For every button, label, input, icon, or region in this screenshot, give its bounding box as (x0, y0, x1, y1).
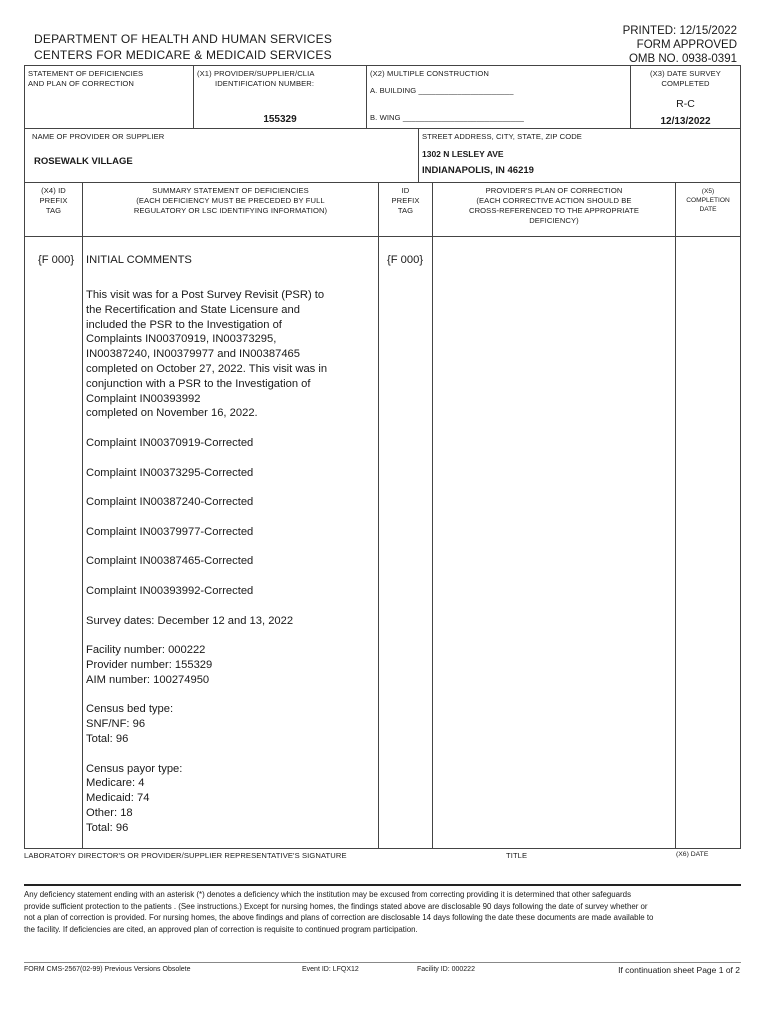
statement-label-line: AND PLAN OF CORRECTION (28, 79, 134, 88)
disclosure-note: Any deficiency statement ending with an asterisk (*) denotes a deficiency which the institution may be excused from correcting providing it is determined that other safeguards provide sufficient protection to the patients . (See instructions.) Except for nursing homes, the findings stated above are disclosable 90 days following the date of survey whether or not a plan of correction is provided. For nursing homes, the above findings and plans of correction are disclosable 14 days following the date these documents are made available to the facility. If deficiencies are cited, an approved plan of correction is requisite to continued program participation. (24, 890, 654, 934)
address-city: INDIANAPOLIS, IN 46219 (422, 165, 534, 176)
agency-name: CENTERS FOR MEDICARE & MEDICAID SERVICES (34, 47, 332, 62)
plan-header-line: DEFICIENCY) (529, 216, 579, 225)
prefix-tag-right: {F 000} (387, 254, 424, 266)
x3-label-line: COMPLETED (661, 79, 710, 88)
top-border (24, 65, 741, 66)
signature-label: LABORATORY DIRECTOR'S OR PROVIDER/SUPPLIER REPRESENTATIVE'S SIGNATURE (24, 851, 347, 860)
provider-bottom-border (24, 182, 741, 183)
title-label: TITLE (506, 851, 528, 860)
form-info (623, 24, 737, 66)
right-border (740, 65, 741, 848)
x3-label (631, 69, 740, 89)
entry-paragraph: This visit was for a Post Survey Revisit (PSR) to the Recertification and State Licensure and included the PSR to the Investigation of Complaints IN00370919, IN00373295, IN00387240, IN00379977 and IN00387465 completed on October 27, 2022. This visit was in conjunction with a PSR to the Investigation of Complaint IN00393992 completed on November 16, 2022. (86, 289, 328, 420)
entry-title: INITIAL COMMENTS (86, 254, 192, 266)
footer-top-border (24, 962, 741, 963)
summary-header-line: (EACH DEFICIENCY MUST BE PRECEDED BY FULL (136, 196, 325, 205)
provider-id-number: 155329 (263, 114, 297, 125)
summary-header-line: REGULATORY OR LSC IDENTIFYING INFORMATION) (133, 206, 328, 215)
x5-header (676, 187, 740, 214)
form-approved: FORM APPROVED (636, 39, 737, 51)
facility-id: Facility ID: 000222 (417, 966, 475, 973)
id-header (379, 186, 432, 216)
statement-label-line: STATEMENT OF DEFICIENCIES (28, 69, 144, 78)
continuation-sheet: If continuation sheet Page 1 of 2 (618, 965, 740, 975)
signature-bottom-border (24, 884, 741, 886)
divider (378, 182, 379, 848)
prefix-tag-left: {F 000} (38, 254, 75, 266)
divider (418, 128, 419, 182)
x2-wing: B. WING ____________________________ (370, 113, 524, 122)
department-name: DEPARTMENT OF HEALTH AND HUMAN SERVICES (34, 32, 333, 46)
signature-date-label: (X6) DATE (676, 851, 709, 858)
entry-paragraph: Census bed type: SNF/NF: 96 Total: 96 (86, 703, 174, 745)
entry-paragraph: Complaint IN00373295-Corrected (86, 466, 254, 479)
plan-header (433, 186, 675, 226)
x4-header (25, 186, 82, 216)
divider (432, 182, 433, 848)
statement-label (28, 69, 143, 89)
x1-label-line: (X1) PROVIDER/SUPPLIER/CLIA (197, 69, 315, 78)
x4-header-line: TAG (45, 206, 62, 215)
x4-header-line: PREFIX (39, 196, 68, 205)
entry-paragraph: Survey dates: December 12 and 13, 2022 (86, 614, 294, 627)
x1-label (197, 69, 362, 89)
x5-header-line: COMPLETION (686, 197, 730, 204)
entry-paragraph: Complaint IN00393992-Corrected (86, 584, 254, 597)
column-header-bottom-border (24, 236, 741, 237)
x4-header-line: (X4) ID (41, 186, 66, 195)
id-header-line: PREFIX (391, 196, 420, 205)
x3-label-line: (X3) DATE SURVEY (650, 69, 721, 78)
plan-header-line: CROSS-REFERENCED TO THE APPROPRIATE (468, 206, 640, 215)
divider (82, 182, 83, 848)
statement-bottom-border (24, 128, 741, 129)
summary-header-line: SUMMARY STATEMENT OF DEFICIENCIES (152, 186, 309, 195)
plan-header-line: (EACH CORRECTIVE ACTION SHOULD BE (476, 196, 632, 205)
entry-paragraph: Complaint IN00387465-Corrected (86, 555, 254, 568)
divider (366, 65, 367, 128)
x1-label-line: IDENTIFICATION NUMBER: (215, 79, 315, 88)
printed-date: PRINTED: 12/15/2022 (622, 25, 737, 37)
form-number: FORM CMS-2567(02-99) Previous Versions Obsolete (24, 966, 191, 973)
x2-building: A. BUILDING ______________________ (370, 86, 514, 95)
plan-header-line: PROVIDER'S PLAN OF CORRECTION (485, 186, 623, 195)
address-label: STREET ADDRESS, CITY, STATE, ZIP CODE (422, 132, 582, 141)
omb-number: OMB NO. 0938-0391 (628, 53, 737, 65)
divider (675, 182, 676, 848)
entry-paragraph: Complaint IN00379977-Corrected (86, 525, 254, 538)
left-border (24, 65, 25, 848)
survey-code: R-C (676, 98, 695, 110)
entry-body (86, 288, 376, 850)
event-id: Event ID: LFQX12 (302, 966, 359, 973)
x2-label: (X2) MULTIPLE CONSTRUCTION (370, 69, 489, 78)
summary-header (83, 186, 378, 216)
entry-paragraph: Complaint IN00387240-Corrected (86, 496, 254, 509)
id-header-line: TAG (397, 206, 414, 215)
entry-paragraph: Facility number: 000222 Provider number: 155329 AIM number: 100274950 (86, 644, 213, 686)
entry-paragraph: Census payor type: Medicare: 4 Medicaid: 74 Other: 18 Total: 96 (86, 762, 183, 834)
id-header-line: ID (401, 186, 410, 195)
entry-paragraph: Complaint IN00370919-Corrected (86, 436, 254, 449)
address-street: 1302 N LESLEY AVE (422, 149, 504, 159)
survey-completed-date: 12/13/2022 (660, 116, 711, 127)
department-header (34, 32, 332, 63)
x5-header-line: (X5) (701, 188, 715, 195)
provider-name-label: NAME OF PROVIDER OR SUPPLIER (32, 132, 165, 141)
provider-name: ROSEWALK VILLAGE (34, 156, 133, 167)
x5-header-line: DATE (699, 206, 717, 213)
